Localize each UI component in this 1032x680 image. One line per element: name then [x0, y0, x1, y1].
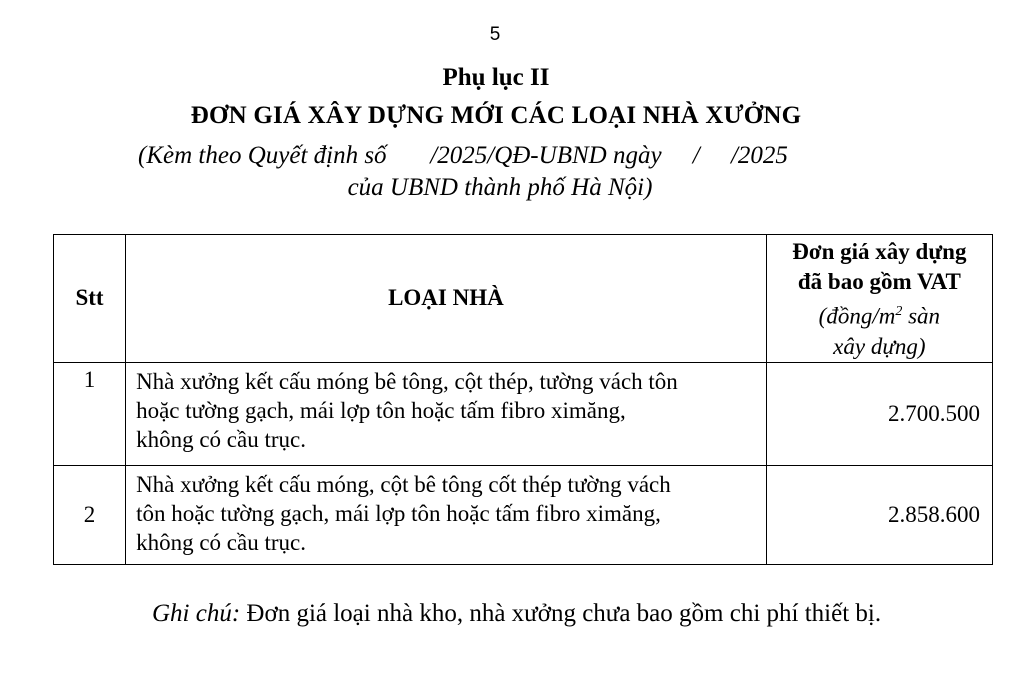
header-price-unit — [767, 297, 992, 332]
page-number: 5 — [489, 24, 501, 45]
row-type — [126, 362, 767, 465]
header-price-unit-line2: xây dựng) — [833, 333, 926, 359]
row-price: 2.858.600 — [766, 465, 992, 564]
row-type — [126, 465, 767, 564]
row-type-line: không có cầu trục. — [136, 529, 306, 555]
header-type: LOẠI NHÀ — [126, 235, 767, 363]
table-row — [54, 362, 993, 465]
row-type-line: không có cầu trục. — [136, 426, 306, 452]
row-type-line: hoặc tường gạch, mái lợp tôn hoặc tấm fibro ximăng, — [136, 397, 626, 423]
appendix-heading: Phụ lục II — [442, 64, 550, 91]
footnote-text: Đơn giá loại nhà kho, nhà xưởng chưa bao gồm chi phí thiết bị. — [240, 600, 882, 627]
header-price-unit-sup: 2 — [895, 304, 903, 319]
row-stt: 2 — [54, 465, 126, 564]
footnote-label: Ghi chú: — [152, 600, 241, 627]
reference-line-1: (Kèm theo Quyết định số /2025/QĐ-UBND ngày / /2025 — [138, 142, 788, 169]
header-price — [766, 235, 992, 363]
price-table — [53, 234, 993, 565]
row-type-line: Nhà xưởng kết cấu móng bê tông, cột thép, tường vách tôn — [136, 368, 678, 394]
row-price: 2.700.500 — [766, 362, 992, 465]
header-price-line2: đã bao gồm VAT — [797, 269, 961, 294]
row-type-line: tôn hoặc tường gạch, mái lợp tôn hoặc tấm fibro ximăng, — [136, 500, 661, 526]
document-title: ĐƠN GIÁ XÂY DỰNG MỚI CÁC LOẠI NHÀ XƯỞNG — [190, 102, 802, 129]
header-price-unit-suffix: sàn — [902, 303, 941, 329]
row-type-line: Nhà xưởng kết cấu móng, cột bê tông cốt thép tường vách — [136, 471, 671, 497]
header-price-line1: Đơn giá xây dựng — [792, 239, 967, 264]
row-stt: 1 — [54, 362, 126, 465]
footnote — [152, 600, 881, 628]
header-stt: Stt — [54, 235, 126, 363]
table-header-row — [54, 235, 993, 363]
header-price-unit-prefix: (đồng/m — [818, 303, 896, 329]
reference-line-2: của UBND thành phố Hà Nội) — [347, 174, 653, 201]
table-row — [54, 465, 993, 564]
